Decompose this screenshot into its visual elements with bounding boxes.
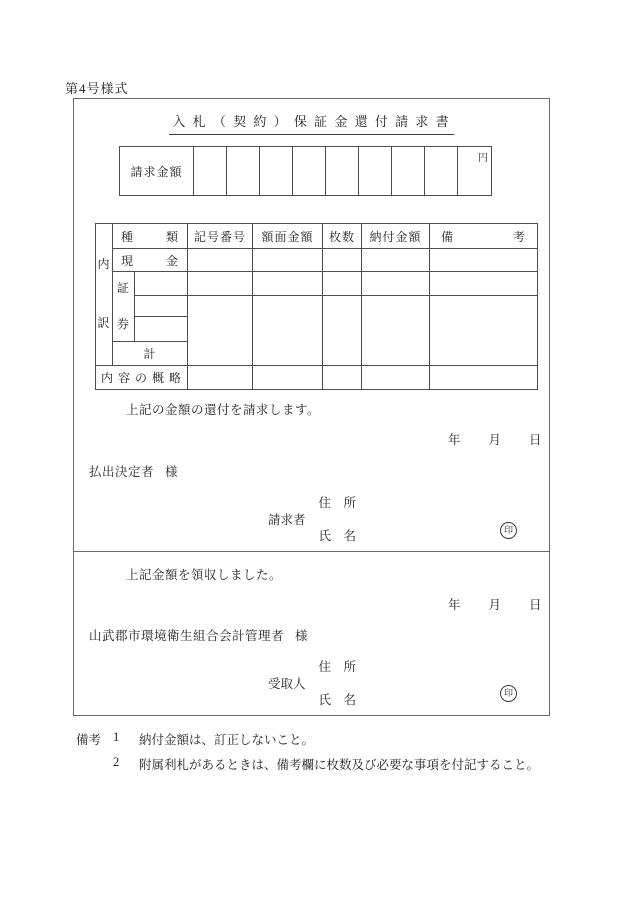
honorific-label: 様: [165, 465, 179, 479]
amount-digit-cell: [260, 147, 293, 196]
seal-mark: 印: [500, 685, 517, 702]
breakdown-header-row: [96, 224, 538, 249]
name-label: 氏 名: [318, 693, 357, 707]
side-label-char: 内: [97, 256, 111, 271]
empty-cell: [253, 296, 323, 366]
name-label: 氏 名: [318, 529, 357, 543]
breakdown-side-label: [96, 225, 112, 365]
note-item: [76, 730, 539, 748]
request-statement: 上記の金額の還付を請求します。: [126, 403, 321, 417]
empty-cell: [323, 296, 362, 366]
amount-digit-cell: [425, 147, 458, 196]
empty-cell: [430, 249, 538, 272]
requester-block: [268, 493, 356, 544]
notes-block: [76, 730, 539, 780]
empty-cell: [323, 272, 362, 296]
row-label-securities-char: 券: [116, 316, 130, 331]
empty-cell: [135, 317, 188, 342]
breakdown-securities-row-1: [96, 272, 538, 296]
row-label-cash-char: 金: [165, 253, 179, 268]
receipt-addressee-title: 山武郡市環境衛生組合会計管理者: [89, 629, 285, 643]
empty-cell: [323, 366, 362, 390]
request-addressee-title: 払出決定者: [89, 465, 155, 479]
seal-mark: 印: [500, 522, 517, 539]
empty-cell: [362, 272, 430, 296]
amount-digit-cell: [359, 147, 392, 196]
empty-cell: [253, 249, 323, 272]
address-label: 住 所: [318, 660, 357, 674]
row-label-summary: 内 容 の 概 略: [96, 366, 188, 390]
section-divider: [73, 551, 550, 552]
notes-label-spacer: [76, 755, 113, 773]
form-outer-box: [73, 98, 550, 716]
col-header-face-value: 額面金額: [253, 224, 323, 249]
breakdown-cash-row: [96, 249, 538, 272]
empty-cell: [188, 249, 253, 272]
date-day-label: 日: [529, 598, 542, 612]
receiver-fields: [319, 657, 357, 708]
form-title: 入 札 （ 契 約 ） 保 証 金 還 付 請 求 書: [169, 111, 453, 135]
claim-amount-table: [119, 146, 492, 196]
currency-yen-label: 円: [478, 153, 488, 164]
empty-cell: [323, 249, 362, 272]
requester-fields: [319, 493, 357, 544]
col-header-remarks-char: 考: [512, 229, 526, 244]
notes-label: 備考: [76, 733, 102, 747]
note-text: 附属利札があるときは、備考欄に枚数及び必要な事項を付記すること。: [139, 758, 540, 772]
amount-digit-cell: [392, 147, 425, 196]
honorific-label: 様: [295, 629, 309, 643]
request-date-row: [448, 430, 542, 448]
receiver-block: [268, 657, 356, 708]
breakdown-table: [95, 223, 538, 390]
receipt-date-row: [448, 595, 542, 613]
note-number: 1: [113, 730, 120, 744]
breakdown-securities-row-2: [96, 296, 538, 317]
col-header-sheets: 枚数: [323, 224, 362, 249]
col-header-paid-amount: 納付金額: [362, 224, 430, 249]
empty-cell: [188, 272, 253, 296]
row-label-securities-char: 証: [116, 280, 130, 295]
row-label-securities: [113, 272, 135, 342]
side-label-char: 訳: [97, 315, 111, 330]
col-header-symbol-no: 記号番号: [188, 224, 253, 249]
row-label-total: 計: [113, 342, 188, 366]
claim-amount-row: [120, 147, 492, 196]
receiver-label: 受取人: [268, 676, 306, 691]
col-header-type: [113, 224, 188, 249]
empty-cell: [362, 366, 430, 390]
breakdown-summary-row: [96, 366, 538, 390]
empty-cell: [188, 296, 253, 366]
date-month-label: 月: [488, 598, 502, 612]
amount-digit-cell: [227, 147, 260, 196]
col-header-type-char: 類: [165, 229, 179, 244]
empty-cell: [253, 272, 323, 296]
form-number: 第4号様式: [65, 81, 129, 96]
amount-digit-cell: [194, 147, 227, 196]
empty-cell: [135, 296, 188, 317]
note-text: 納付金額は、訂正しないこと。: [139, 733, 315, 747]
date-month-label: 月: [488, 433, 502, 447]
col-header-remarks-char: 備: [441, 229, 455, 244]
receipt-addressee: [89, 626, 308, 644]
row-label-cash-char: 現: [121, 253, 135, 268]
empty-cell: [135, 272, 188, 296]
empty-cell: [362, 249, 430, 272]
empty-cell: [188, 366, 253, 390]
col-header-type-char: 種: [121, 229, 135, 244]
row-label-cash: [113, 249, 188, 272]
empty-cell: [430, 366, 538, 390]
breakdown-side-label-cell: [96, 224, 113, 366]
date-day-label: 日: [529, 433, 542, 447]
amount-digit-cell-yen: [458, 147, 492, 196]
request-addressee: [89, 462, 178, 480]
date-year-label: 年: [448, 433, 461, 447]
receipt-statement: 上記金額を領収しました。: [126, 568, 283, 582]
empty-cell: [362, 296, 430, 366]
requester-label: 請求者: [268, 512, 306, 527]
amount-digit-cell: [293, 147, 326, 196]
empty-cell: [430, 272, 538, 296]
address-label: 住 所: [318, 496, 357, 510]
form-title-row: [74, 111, 549, 135]
note-number: 2: [113, 755, 120, 769]
note-item: [76, 755, 539, 773]
empty-cell: [430, 296, 538, 366]
date-year-label: 年: [448, 598, 461, 612]
empty-cell: [253, 366, 323, 390]
claim-amount-label: 請求金額: [120, 147, 194, 196]
amount-digit-cell: [326, 147, 359, 196]
col-header-remarks: [430, 224, 538, 249]
